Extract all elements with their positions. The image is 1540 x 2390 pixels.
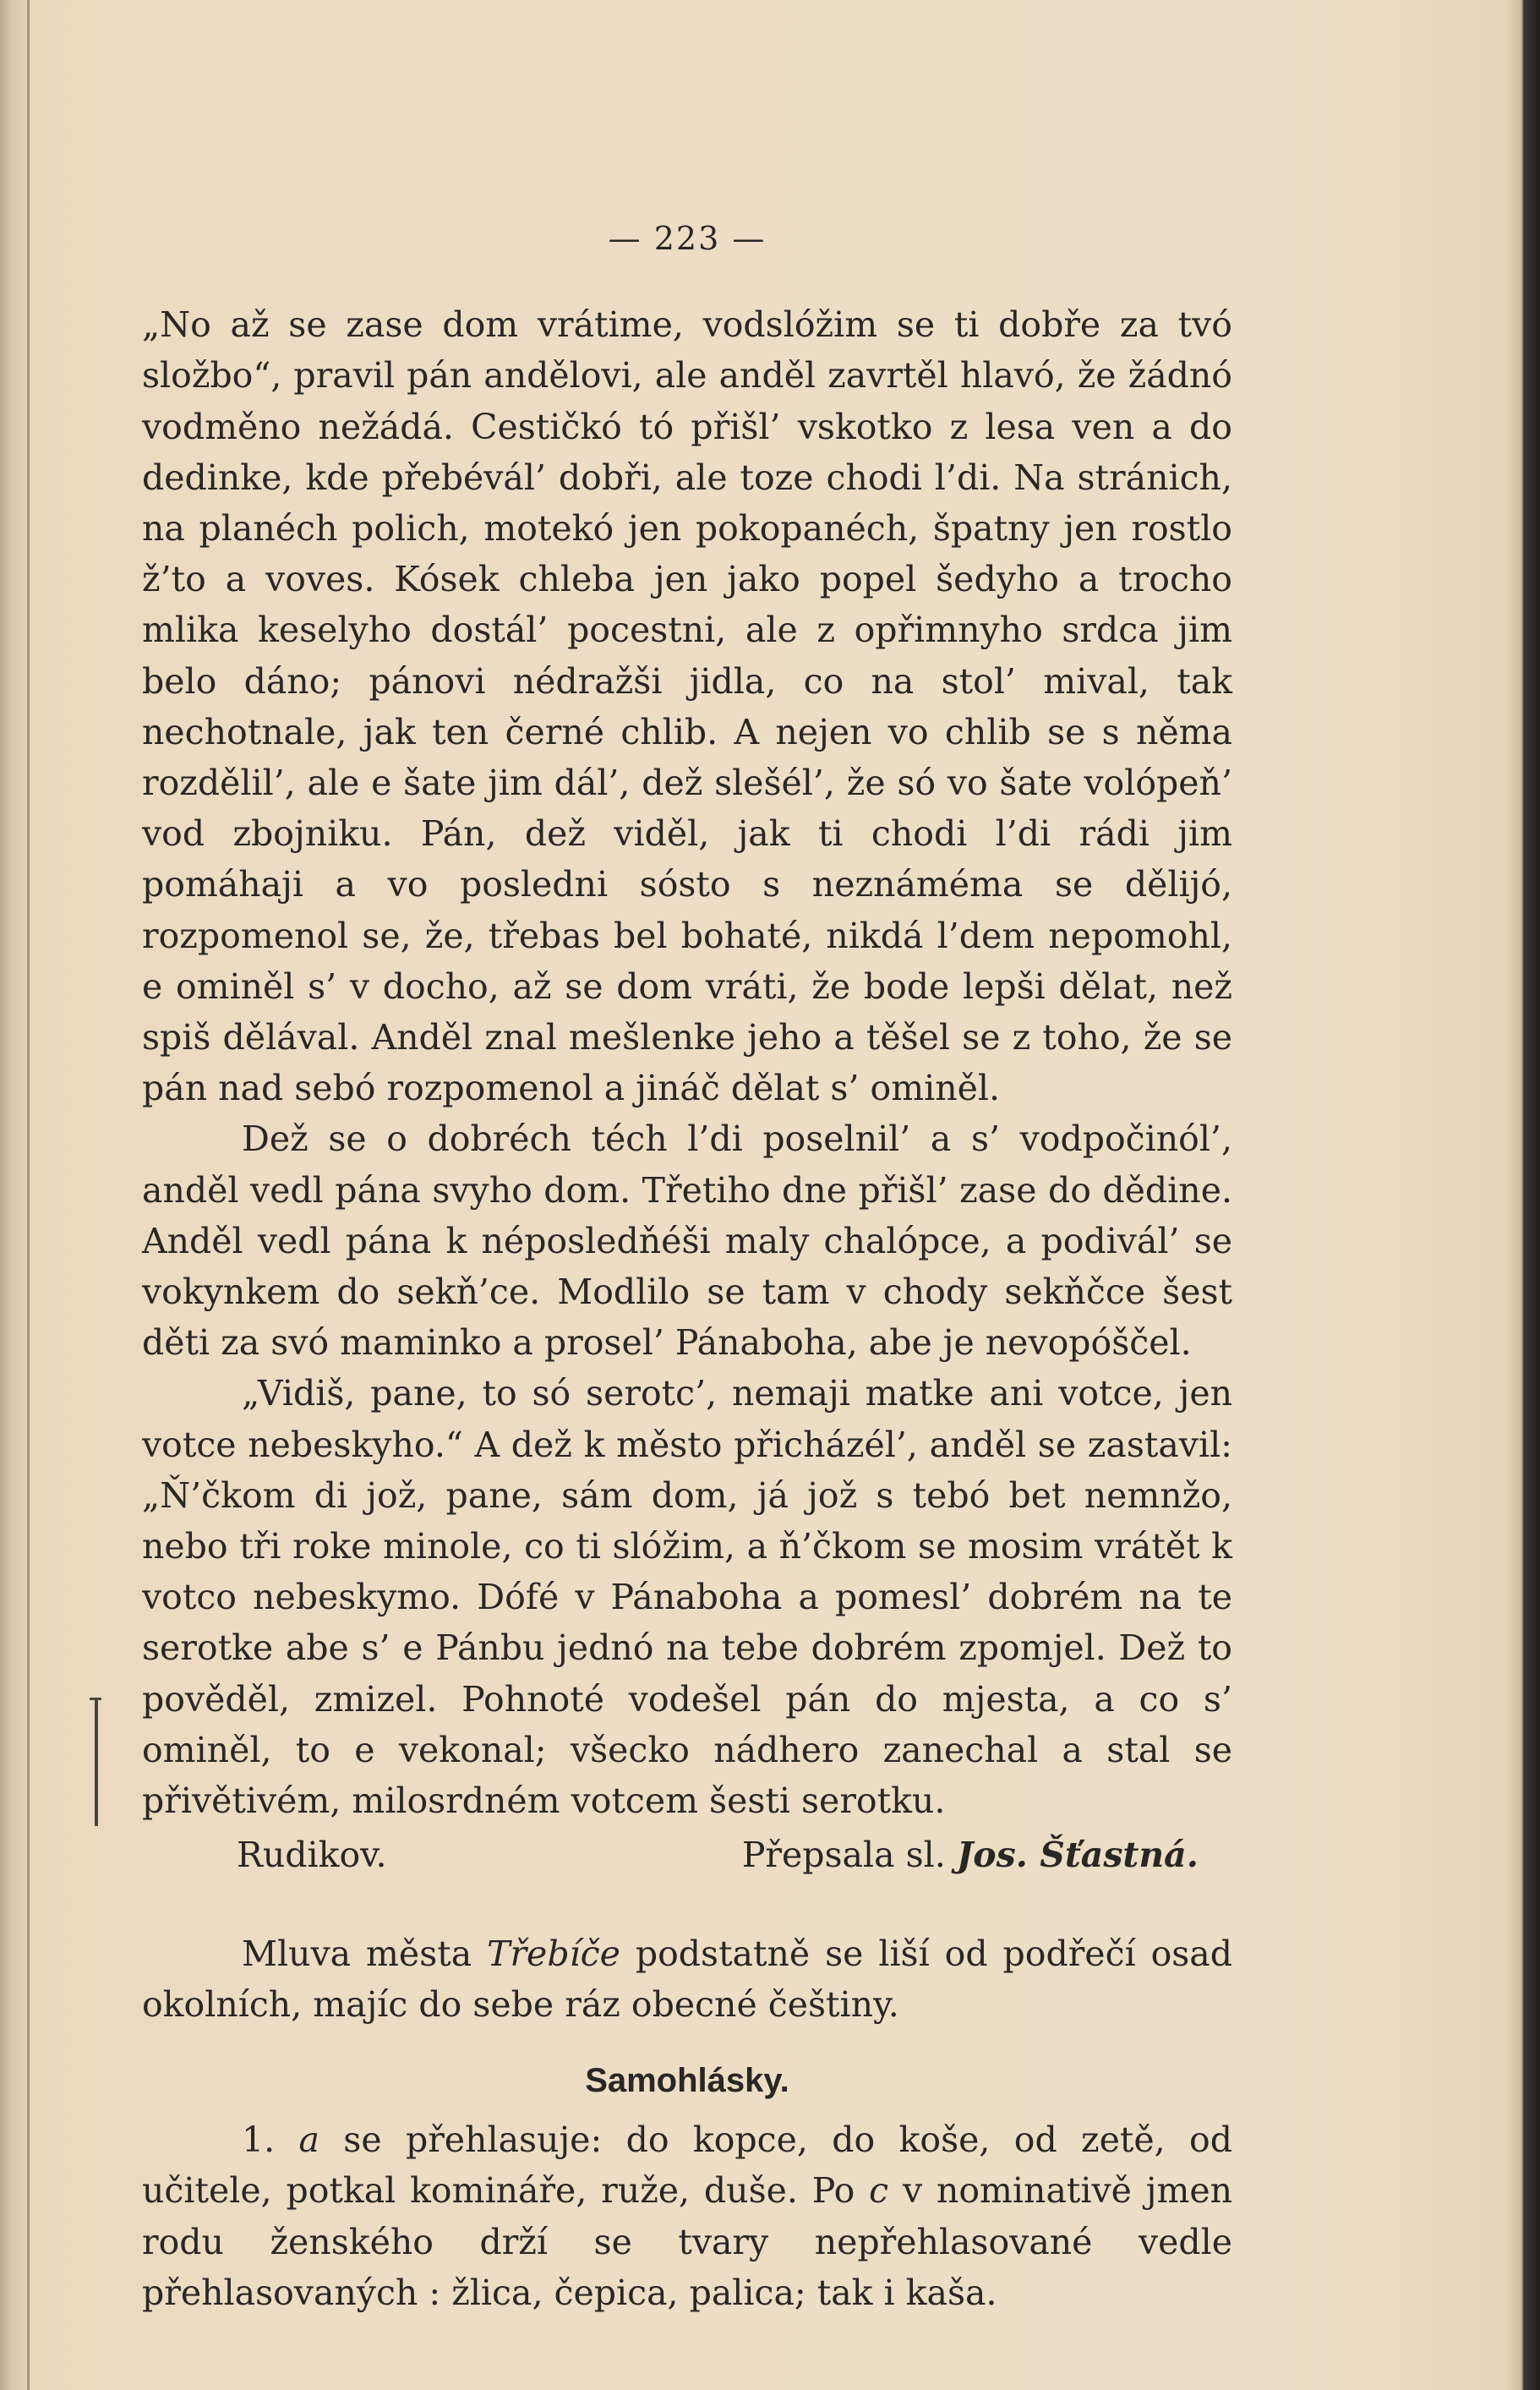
page-number: — 223 — bbox=[608, 220, 767, 257]
margin-pencil-mark bbox=[95, 1699, 98, 1826]
dialect-note-town: Třebíče bbox=[487, 1933, 620, 1974]
rule-text-1: se přehlasuje: do kopce, do koše, od zetě, od učitele, potkal komináře, ruže, duše. Po bbox=[142, 2119, 1232, 2212]
rule-letter-a: a bbox=[298, 2119, 319, 2161]
rule-number: 1. bbox=[242, 2119, 276, 2161]
dialect-note-before: Mluva města bbox=[242, 1933, 488, 1974]
signature-copied-name: Jos. Šťastná. bbox=[956, 1835, 1199, 1876]
section-heading: Samohlásky. bbox=[585, 2061, 789, 2099]
dialect-note bbox=[142, 1928, 1232, 2030]
signature-copied-label: Přepsala sl. bbox=[741, 1835, 946, 1876]
story-paragraph-2: Dež se o dobréch téch l’di poselnil’ a s’ vodpočinól’, anděl vedl pána svyho dom. Třetiho dne přišl’ zase do dědine. Anděl vedl pána k néposledňéši maly chalópce, a podivál’ se vokynkem do sekň’ce. Modlilo se tam v chody sekňčce šest děti za svó maminko a prosel’ Pánaboha, abe je nevopóščel. bbox=[142, 1118, 1232, 1364]
story-paragraph-1: „No až se zase dom vrátime, vodslóžim se ti dobře za tvó složbo“, pravil pán andělovi, ale anděl zavrtěl hlavó, že žádnó vodměno nežádá. Cestičkó tó přišl’ vskotko z lesa ven a do dedinke, kde přebévál’ dobři, ale toze chodi l’di. Na stránich, na planéch polich, motekó jen pokopanéch, špatny jen rostlo ž’to a voves. Kósek chleba jen jako popel šedyho a trocho mlika keselyho dostál’ pocestni, ale z opřimnyho srdca jim belo dáno; pánovi nédražši jidla, co na stol’ mival, tak nechotnale, jak ten černé chlib. A nejen vo chlib se s něma rozdělil’, ale e šate jim dál’, dež slešél’, že só vo šate volópeň’ vod zbojniku. Pán, dež viděl, jak ti chodi l’di rádi jim pomáhaji a vo posledni sósto s neznáméma se dělijó, rozpomenol se, že, třebas bel bohaté, nikdá l’dem nepomohl, e ominěl s’ v docho, až se dom vráti, že bode lepši dělat, než spiš dělával. Anděl znal mešlenke jeho a těšel se z toho, že se pán nad sebó rozpomenol a jináč dělat s’ ominěl. bbox=[142, 304, 1232, 1109]
signature-copied bbox=[742, 1829, 1232, 1880]
signature-place: Rudikov. bbox=[237, 1835, 387, 1876]
story-paragraph-3: „Vidiš, pane, to só serotc’, nemaji matke ani votce, jen votce nebeskyho.“ A dež k město přicházél’, anděl se zastavil: „Ň’čkom di jož, pane, sám dom, já jož s tebó bet nemnžo, nebo tři roke minole, co ti slóžim, a ň’čkom se mosim vrátět k votco nebeskymo. Dófé v Pánaboha a pomesl’ dobrém na te serotke abe s’ e Pánbu jednó na tebe dobrém zpomjel. Dež to pověděl, zmizel. Pohnoté vodešel pán do mjesta, a co s’ ominěl, to e vekonal; všecko nádhero zanechal a stal se přivětivém, milosrdném votcem šesti serotku. bbox=[142, 1373, 1232, 1822]
dialect-note-after: podstatně se liší od podřečí osad okolních, majíc do sebe ráz obecné češtiny. bbox=[142, 1933, 1232, 2025]
rule-paragraph bbox=[142, 2114, 1232, 2318]
rule-text-2: v nominativě jmen rodu ženského drží se tvary nepřehlasované vedle přehlasovaných : žlica, čepica, palica; tak i kaša. bbox=[142, 2170, 1232, 2313]
rule-letter-c: c bbox=[869, 2170, 889, 2212]
gutter-shadow bbox=[27, 0, 30, 2390]
text-column bbox=[142, 213, 1232, 2318]
signature-line bbox=[142, 1829, 1232, 1880]
